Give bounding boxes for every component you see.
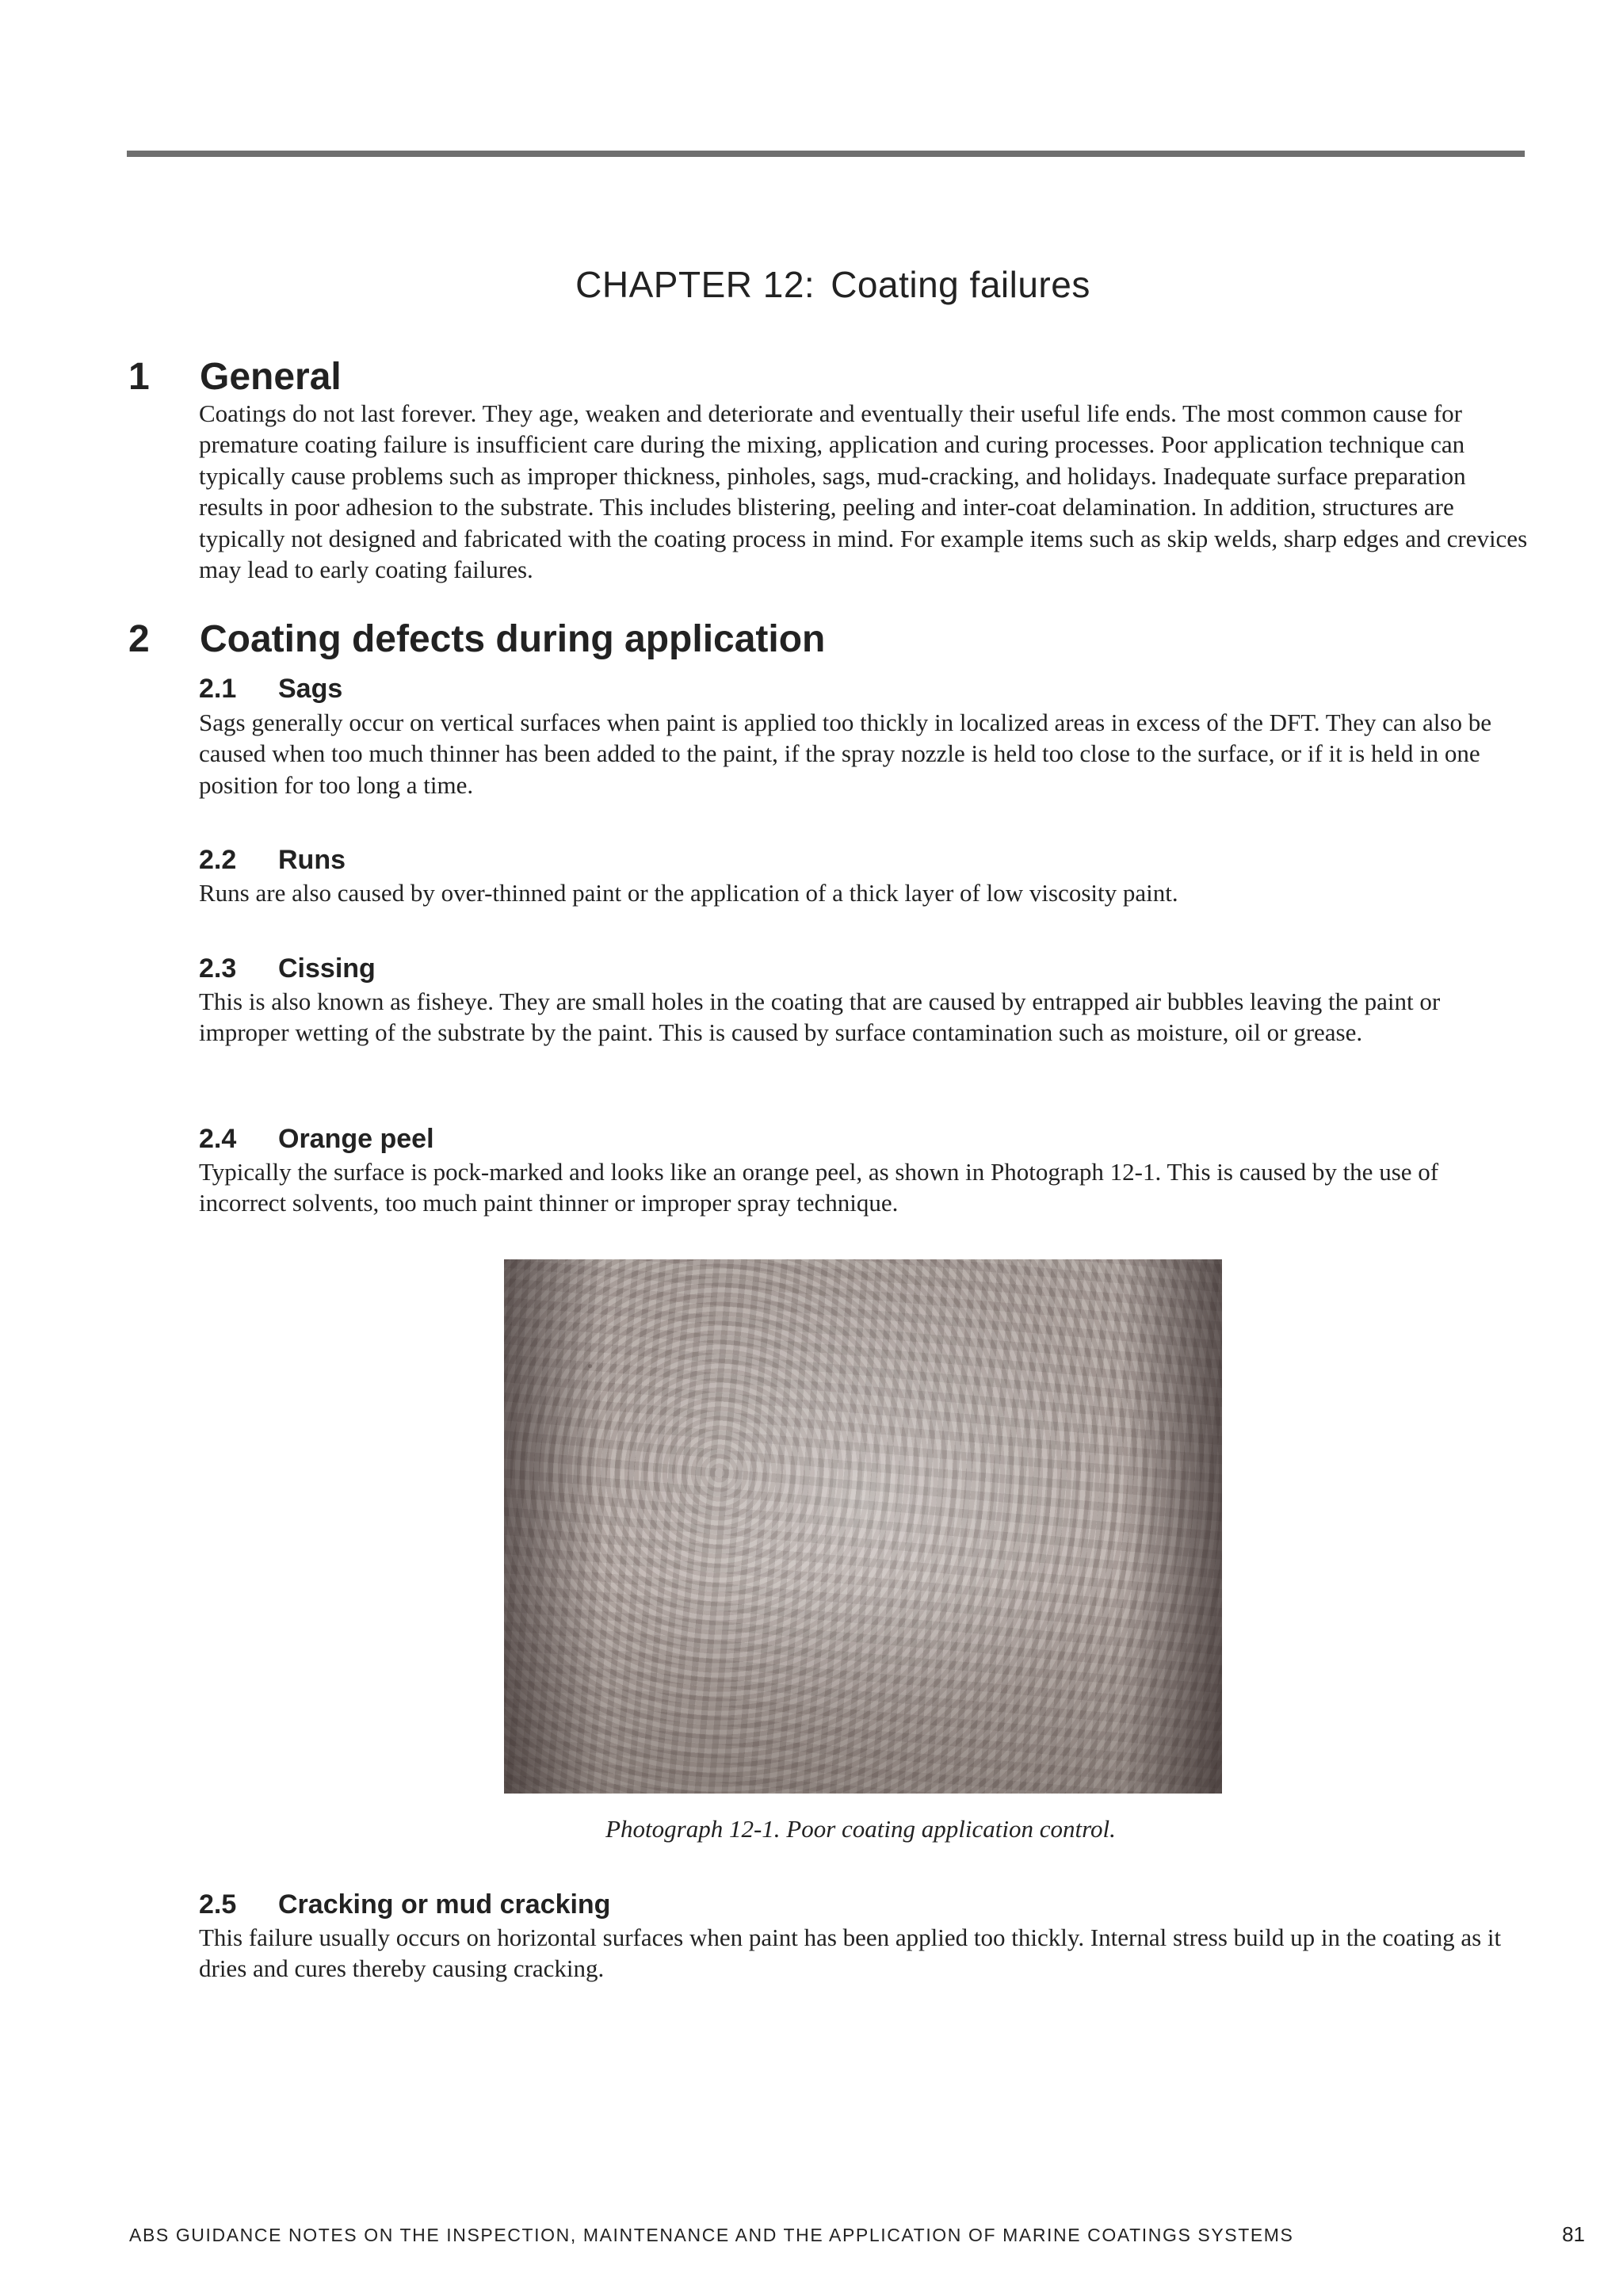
section-title: General <box>200 356 342 398</box>
chapter-label: CHAPTER 12: <box>575 264 815 305</box>
paragraph-text: This failure usually occurs on horizontal surfaces when paint has been applied too thickly. Internal stress build up in the coating as it dries and cures thereby causing cracking. <box>199 1924 1502 1983</box>
runs-paragraph <box>199 877 1530 908</box>
subsection-number: 2.1 <box>199 674 237 704</box>
orange-peel-photograph <box>504 1259 1222 1794</box>
subsection-heading-runs <box>199 845 346 876</box>
subsection-heading-orange-peel <box>199 1124 434 1155</box>
chapter-name: Coating failures <box>831 264 1090 305</box>
subsection-number: 2.4 <box>199 1124 237 1154</box>
cracking-paragraph <box>199 1922 1530 1985</box>
photo-shading <box>504 1259 1222 1794</box>
subsection-number: 2.3 <box>199 953 237 984</box>
page-number: 81 <box>1562 2222 1585 2246</box>
section-number: 2 <box>128 618 150 660</box>
subsection-heading-cissing <box>199 953 376 984</box>
paragraph-text: This is also known as fisheye. They are small holes in the coating that are caused by entrapped air bubbles leaving the paint or improper wetting of the substrate by the paint. This is caused by surface contamination such as moisture, oil or grease. <box>199 988 1441 1047</box>
subsection-title: Runs <box>278 845 346 875</box>
orange-peel-paragraph <box>199 1156 1530 1219</box>
general-paragraph <box>199 398 1530 585</box>
paragraph-text: Coatings do not last forever. They age, weaken and deteriorate and eventually their useful life ends. The most common cause for premature coating failure is insufficient care during the mixing, application and curing processes. Poor application technique can typically cause problems such as improper thickness, pinholes, sags, mud-cracking, and holidays. Inadequate surface preparation results in poor adhesion to the substrate. This includes blistering, peeling and inter-coat delamination. In addition, structures are typically not designed and fabricated with the coating process in mind. For example items such as skip welds, sharp edges and crevices may lead to early coating failures. <box>199 399 1528 584</box>
header-rule <box>127 151 1525 157</box>
subsection-heading-cracking <box>199 1889 610 1920</box>
paragraph-text: Typically the surface is pock-marked and looks like an orange peel, as shown in Photograph 12-1. This is caused by the use of incorrect solvents, too much paint thinner or improper spray technique. <box>199 1158 1439 1217</box>
section-title: Coating defects during application <box>200 618 826 660</box>
subsection-number: 2.5 <box>199 1889 237 1920</box>
paragraph-text: Runs are also caused by over-thinned paint or the application of a thick layer of low viscosity paint. <box>199 879 1178 907</box>
paragraph-text: Sags generally occur on vertical surfaces when paint is applied too thickly in localized areas in excess of the DFT. They can also be caused when too much thinner has been added to the paint, if the spray nozzle is held too close to the surface, or if it is held in one position for too long a time. <box>199 709 1491 799</box>
subsection-title: Orange peel <box>278 1124 434 1154</box>
subsection-title: Cracking or mud cracking <box>278 1889 611 1920</box>
footer-title: ABS GUIDANCE NOTES ON THE INSPECTION, MAINTENANCE AND THE APPLICATION OF MARINE COATINGS SYSTEMS <box>129 2225 1294 2245</box>
subsection-heading-sags <box>199 674 342 705</box>
chapter-title <box>0 263 1623 306</box>
subsection-number: 2.2 <box>199 845 237 875</box>
subsection-title: Sags <box>278 674 343 704</box>
section-number: 1 <box>128 356 150 398</box>
sags-paragraph <box>199 707 1530 800</box>
cissing-paragraph <box>199 986 1530 1049</box>
subsection-title: Cissing <box>278 953 376 984</box>
photo-caption: Photograph 12-1. Poor coating application control. <box>605 1815 1116 1843</box>
